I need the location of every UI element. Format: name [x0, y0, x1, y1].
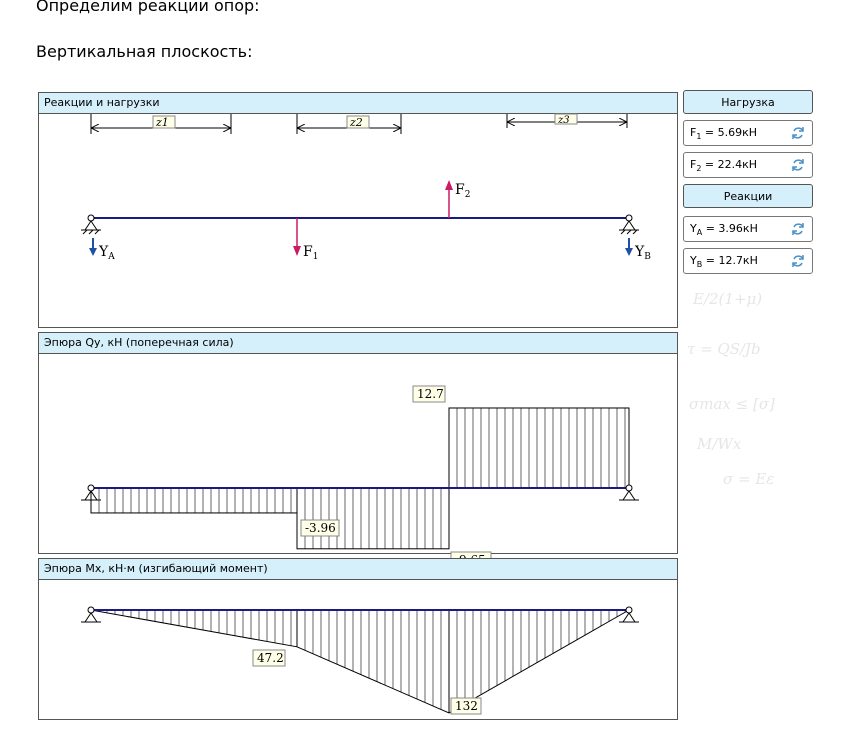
dimension-z2	[297, 114, 401, 134]
load-f1-sub: 1	[696, 132, 702, 142]
load-f2-name: F	[690, 158, 697, 171]
svg-text:132: 132	[455, 699, 478, 713]
results-sidebar	[683, 90, 815, 720]
reaction-yb-name: Y	[690, 254, 697, 267]
z3-label: z3	[558, 115, 570, 126]
force-f1	[293, 218, 318, 262]
shear-diagram	[39, 354, 677, 554]
reaction-ya	[89, 238, 115, 262]
refresh-icon[interactable]	[790, 157, 806, 182]
svg-text:12.7: 12.7	[417, 387, 444, 401]
moment-curve	[91, 610, 629, 713]
dimension-z3	[507, 114, 627, 128]
loads-diagram	[39, 114, 677, 328]
reactions-header: Реакции	[683, 184, 813, 208]
shear-segment-3	[449, 408, 629, 488]
moment-hatch	[91, 610, 629, 713]
shear-label-1	[413, 386, 445, 402]
refresh-icon[interactable]	[790, 125, 806, 150]
reaction-yb-text: = 12.7кН	[702, 254, 758, 267]
reaction-ya-name: Y	[690, 222, 697, 235]
reaction-yb-value	[683, 248, 813, 274]
shear-hatch	[91, 408, 629, 549]
dimension-z1	[91, 114, 231, 134]
f1-label: $F_1$	[303, 244, 319, 262]
moment-panel-title: Эпюра Mx, кН·м (изгибающий момент)	[39, 559, 677, 580]
loads-panel-title: Реакции и нагрузки	[39, 93, 677, 114]
watermark-5: M/Wx	[697, 435, 742, 453]
load-f2-value: = 22.4кН	[701, 158, 758, 171]
intro-heading: Определим реакции опор:	[36, 0, 260, 15]
load-f1-value: = 5.69кН	[701, 126, 758, 139]
moment-label-2	[451, 698, 481, 714]
watermark-4: σ = Eε	[723, 470, 775, 488]
f2-label: $F_2$	[455, 182, 471, 200]
reaction-ya-sub: A	[696, 228, 703, 238]
refresh-icon[interactable]	[790, 253, 806, 278]
ya-label: $Y_A$	[99, 244, 115, 262]
svg-text:-3.96: -3.96	[305, 521, 336, 535]
reaction-ya-text: = 3.96кН	[702, 222, 758, 235]
shear-panel	[38, 332, 678, 554]
watermark-1: E/2(1+μ)	[693, 290, 763, 308]
plane-heading: Вертикальная плоскость:	[36, 42, 253, 61]
load-f1-name: F	[690, 126, 697, 139]
watermark-2: τ = QS/Jb	[687, 340, 761, 358]
reaction-yb	[625, 238, 651, 262]
shear-label-2	[301, 520, 339, 536]
moment-label-1	[253, 650, 285, 666]
refresh-icon[interactable]	[790, 221, 806, 246]
load-f2-sub: 2	[696, 164, 702, 174]
z1-label: z1	[156, 116, 169, 129]
load-f1	[683, 120, 813, 146]
moment-diagram	[39, 580, 677, 720]
shear-segment-2	[297, 488, 449, 549]
z2-label: z2	[350, 116, 363, 129]
shear-panel-title: Эпюра Qy, кН (поперечная сила)	[39, 333, 677, 354]
svg-text:47.2: 47.2	[257, 651, 284, 665]
moment-panel	[38, 558, 678, 720]
load-f2	[683, 152, 813, 178]
reaction-yb-sub: B	[696, 260, 703, 270]
loads-panel	[38, 92, 678, 328]
reaction-ya-value	[683, 216, 813, 242]
yb-label: $Y_B$	[635, 244, 651, 262]
shear-segment-1	[91, 488, 297, 513]
watermark-3: σmax ≤ [σ]	[689, 395, 775, 413]
load-header: Нагрузка	[683, 90, 813, 114]
force-f2	[445, 180, 470, 218]
